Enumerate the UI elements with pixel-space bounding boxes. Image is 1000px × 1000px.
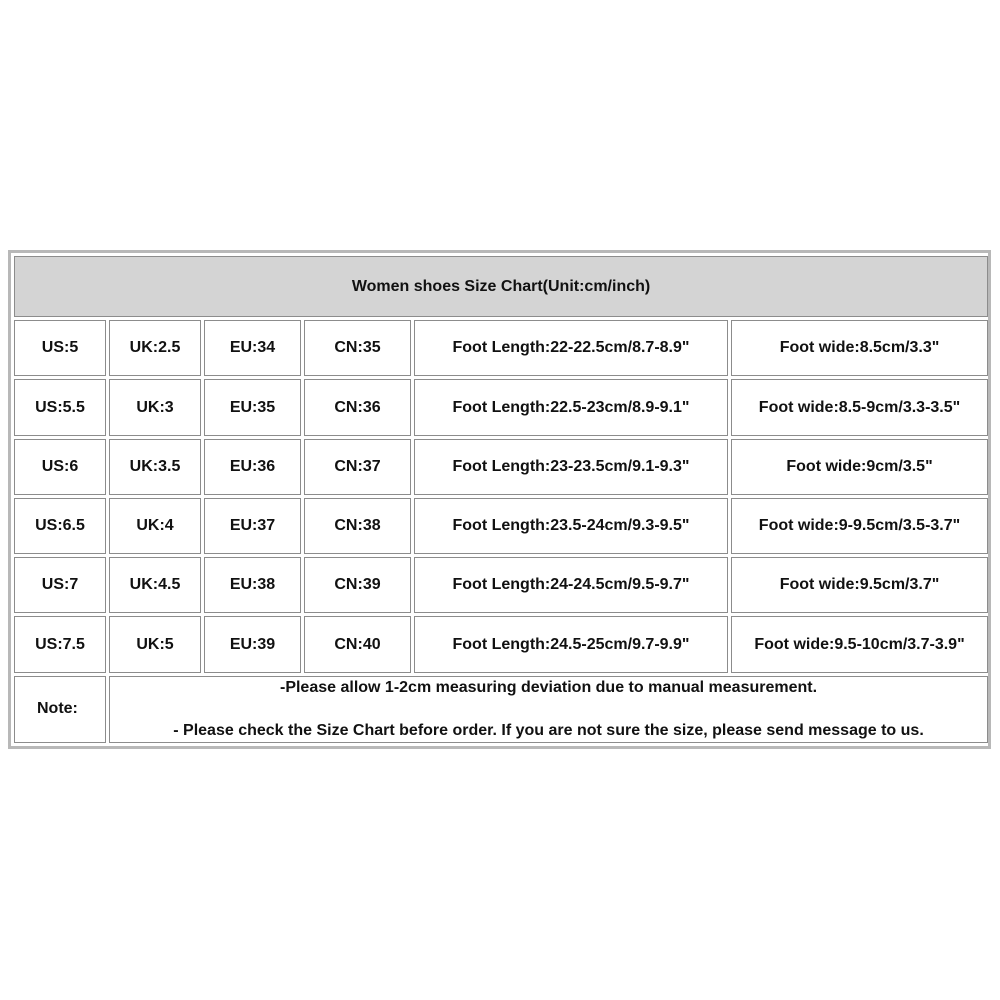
uk-size-cell: UK:2.5 xyxy=(109,320,201,376)
size-chart-table xyxy=(11,253,991,746)
cn-size-cell: CN:37 xyxy=(304,439,411,495)
note-label: Note: xyxy=(14,676,106,743)
us-size-cell: US:6 xyxy=(14,439,106,495)
foot-width-cell: Foot wide:8.5-9cm/3.3-3.5" xyxy=(731,379,988,435)
uk-size-cell: UK:3.5 xyxy=(109,439,201,495)
size-chart xyxy=(8,250,991,749)
note-line-deviation: -Please allow 1-2cm measuring deviation due to manual measurement. xyxy=(279,678,818,696)
foot-width-cell: Foot wide:9.5cm/3.7" xyxy=(731,557,988,613)
foot-width-cell: Foot wide:9cm/3.5" xyxy=(731,439,988,495)
title-row xyxy=(14,256,988,317)
foot-width-cell: Foot wide:9-9.5cm/3.5-3.7" xyxy=(731,498,988,554)
eu-size-cell: EU:35 xyxy=(204,379,301,435)
foot-length-cell: Foot Length:22.5-23cm/8.9-9.1" xyxy=(414,379,728,435)
chart-title: Women shoes Size Chart(Unit:cm/inch) xyxy=(14,256,988,317)
cn-size-cell: CN:39 xyxy=(304,557,411,613)
uk-size-cell: UK:4 xyxy=(109,498,201,554)
cn-size-cell: CN:35 xyxy=(304,320,411,376)
cn-size-cell: CN:38 xyxy=(304,498,411,554)
table-row xyxy=(14,379,988,435)
table-row xyxy=(14,498,988,554)
foot-width-cell: Foot wide:8.5cm/3.3" xyxy=(731,320,988,376)
table-row xyxy=(14,320,988,376)
foot-width-cell: Foot wide:9.5-10cm/3.7-3.9" xyxy=(731,616,988,672)
us-size-cell: US:7.5 xyxy=(14,616,106,672)
eu-size-cell: EU:38 xyxy=(204,557,301,613)
note-row xyxy=(14,676,988,743)
uk-size-cell: UK:4.5 xyxy=(109,557,201,613)
note-line-check-size: - Please check the Size Chart before order. If you are not sure the size, please send message to us. xyxy=(173,721,924,739)
table-row xyxy=(14,439,988,495)
uk-size-cell: UK:3 xyxy=(109,379,201,435)
us-size-cell: US:7 xyxy=(14,557,106,613)
foot-length-cell: Foot Length:23.5-24cm/9.3-9.5" xyxy=(414,498,728,554)
cn-size-cell: CN:40 xyxy=(304,616,411,672)
us-size-cell: US:6.5 xyxy=(14,498,106,554)
us-size-cell: US:5 xyxy=(14,320,106,376)
note-text xyxy=(109,676,988,743)
us-size-cell: US:5.5 xyxy=(14,379,106,435)
table-row xyxy=(14,616,988,672)
foot-length-cell: Foot Length:23-23.5cm/9.1-9.3" xyxy=(414,439,728,495)
foot-length-cell: Foot Length:24.5-25cm/9.7-9.9" xyxy=(414,616,728,672)
cn-size-cell: CN:36 xyxy=(304,379,411,435)
foot-length-cell: Foot Length:22-22.5cm/8.7-8.9" xyxy=(414,320,728,376)
eu-size-cell: EU:39 xyxy=(204,616,301,672)
uk-size-cell: UK:5 xyxy=(109,616,201,672)
table-row xyxy=(14,557,988,613)
eu-size-cell: EU:34 xyxy=(204,320,301,376)
foot-length-cell: Foot Length:24-24.5cm/9.5-9.7" xyxy=(414,557,728,613)
eu-size-cell: EU:37 xyxy=(204,498,301,554)
eu-size-cell: EU:36 xyxy=(204,439,301,495)
